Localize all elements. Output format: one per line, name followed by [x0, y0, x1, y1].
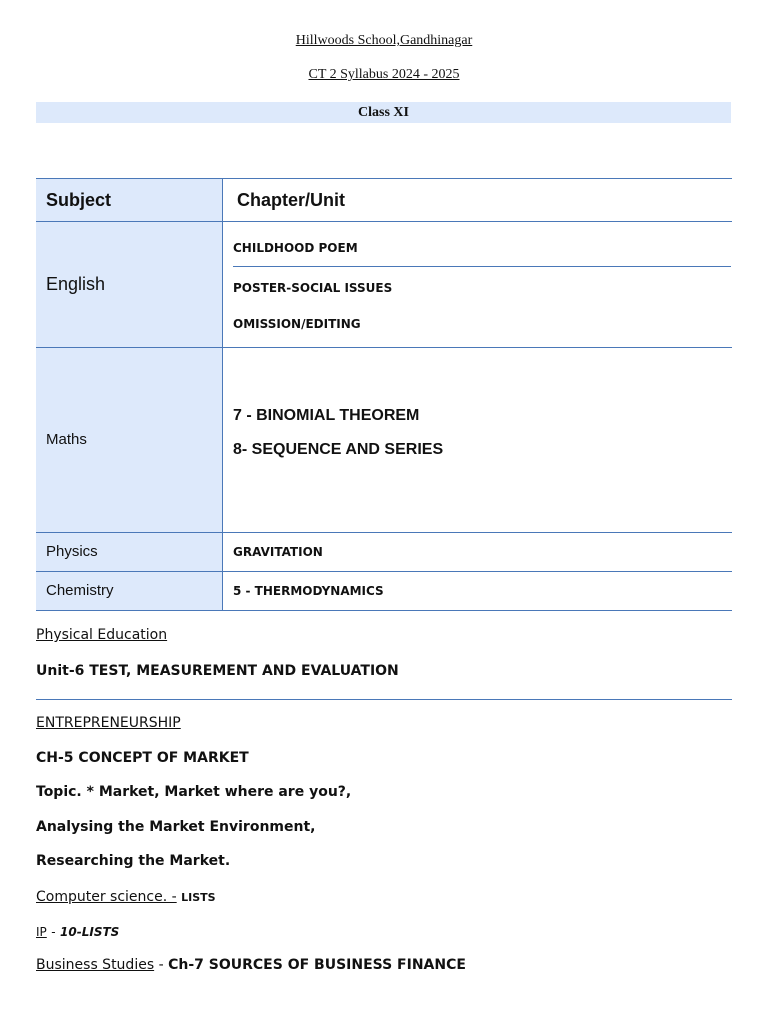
- maths-item-2: 8- SEQUENCE AND SERIES: [233, 441, 444, 458]
- entrepreneurship-line-1: CH-5 CONCEPT OF MARKET: [36, 750, 249, 766]
- syllabus-title: CT 2 Syllabus 2024 - 2025: [308, 67, 460, 82]
- divider-line: [233, 266, 731, 267]
- cs-line: [36, 888, 216, 906]
- chapters-english: [223, 222, 733, 348]
- subject-maths: Maths: [36, 348, 223, 533]
- table-header-row: [36, 179, 732, 222]
- class-label: Class XI: [36, 102, 731, 123]
- chapter-column-header: Chapter/Unit: [223, 179, 733, 222]
- school-name: Hillwoods School,Gandhinagar: [295, 33, 473, 48]
- chapters-physics: GRAVITATION: [223, 533, 733, 572]
- table-row-physics: [36, 533, 732, 572]
- subject-column-header: Subject: [36, 179, 223, 222]
- english-item-2: POSTER-SOCIAL ISSUES: [233, 280, 393, 295]
- entrepreneurship-line-4: Researching the Market.: [36, 853, 231, 869]
- entrepreneurship-label: ENTREPRENEURSHIP: [36, 715, 181, 731]
- entrepreneurship-line-2: Topic. * Market, Market where are you?,: [36, 784, 352, 800]
- bst-value: Ch-7 SOURCES OF BUSINESS FINANCE: [168, 957, 466, 973]
- ip-line: [36, 923, 119, 941]
- table-row-english: [36, 222, 732, 348]
- pe-label: Physical Education: [36, 627, 168, 643]
- bst-separator: -: [158, 957, 164, 973]
- maths-item-1: 7 - BINOMIAL THEOREM: [233, 407, 420, 424]
- chapters-chemistry: 5 - THERMODYNAMICS: [223, 572, 733, 611]
- cs-label: Computer science. -: [36, 889, 177, 905]
- subject-physics: Physics: [36, 533, 223, 572]
- table-row-maths: [36, 348, 732, 533]
- syllabus-table: [36, 178, 732, 611]
- subject-english: English: [36, 222, 223, 348]
- subject-chemistry: Chemistry: [36, 572, 223, 611]
- cs-value: LISTS: [181, 891, 216, 904]
- entrepreneurship-line-3: Analysing the Market Environment,: [36, 819, 316, 835]
- ip-separator: -: [51, 925, 56, 939]
- ip-value: 10-LISTS: [60, 925, 120, 939]
- bst-label: Business Studies: [36, 957, 155, 973]
- chapters-maths: [223, 348, 733, 533]
- english-item-1: CHILDHOOD POEM: [233, 240, 358, 255]
- ip-label: IP: [36, 925, 47, 939]
- pe-unit: Unit-6 TEST, MEASUREMENT AND EVALUATION: [36, 663, 399, 679]
- english-item-3: OMISSION/EDITING: [233, 316, 361, 331]
- bst-line: [36, 956, 466, 974]
- section-divider: [36, 699, 732, 700]
- table-row-chemistry: [36, 572, 732, 611]
